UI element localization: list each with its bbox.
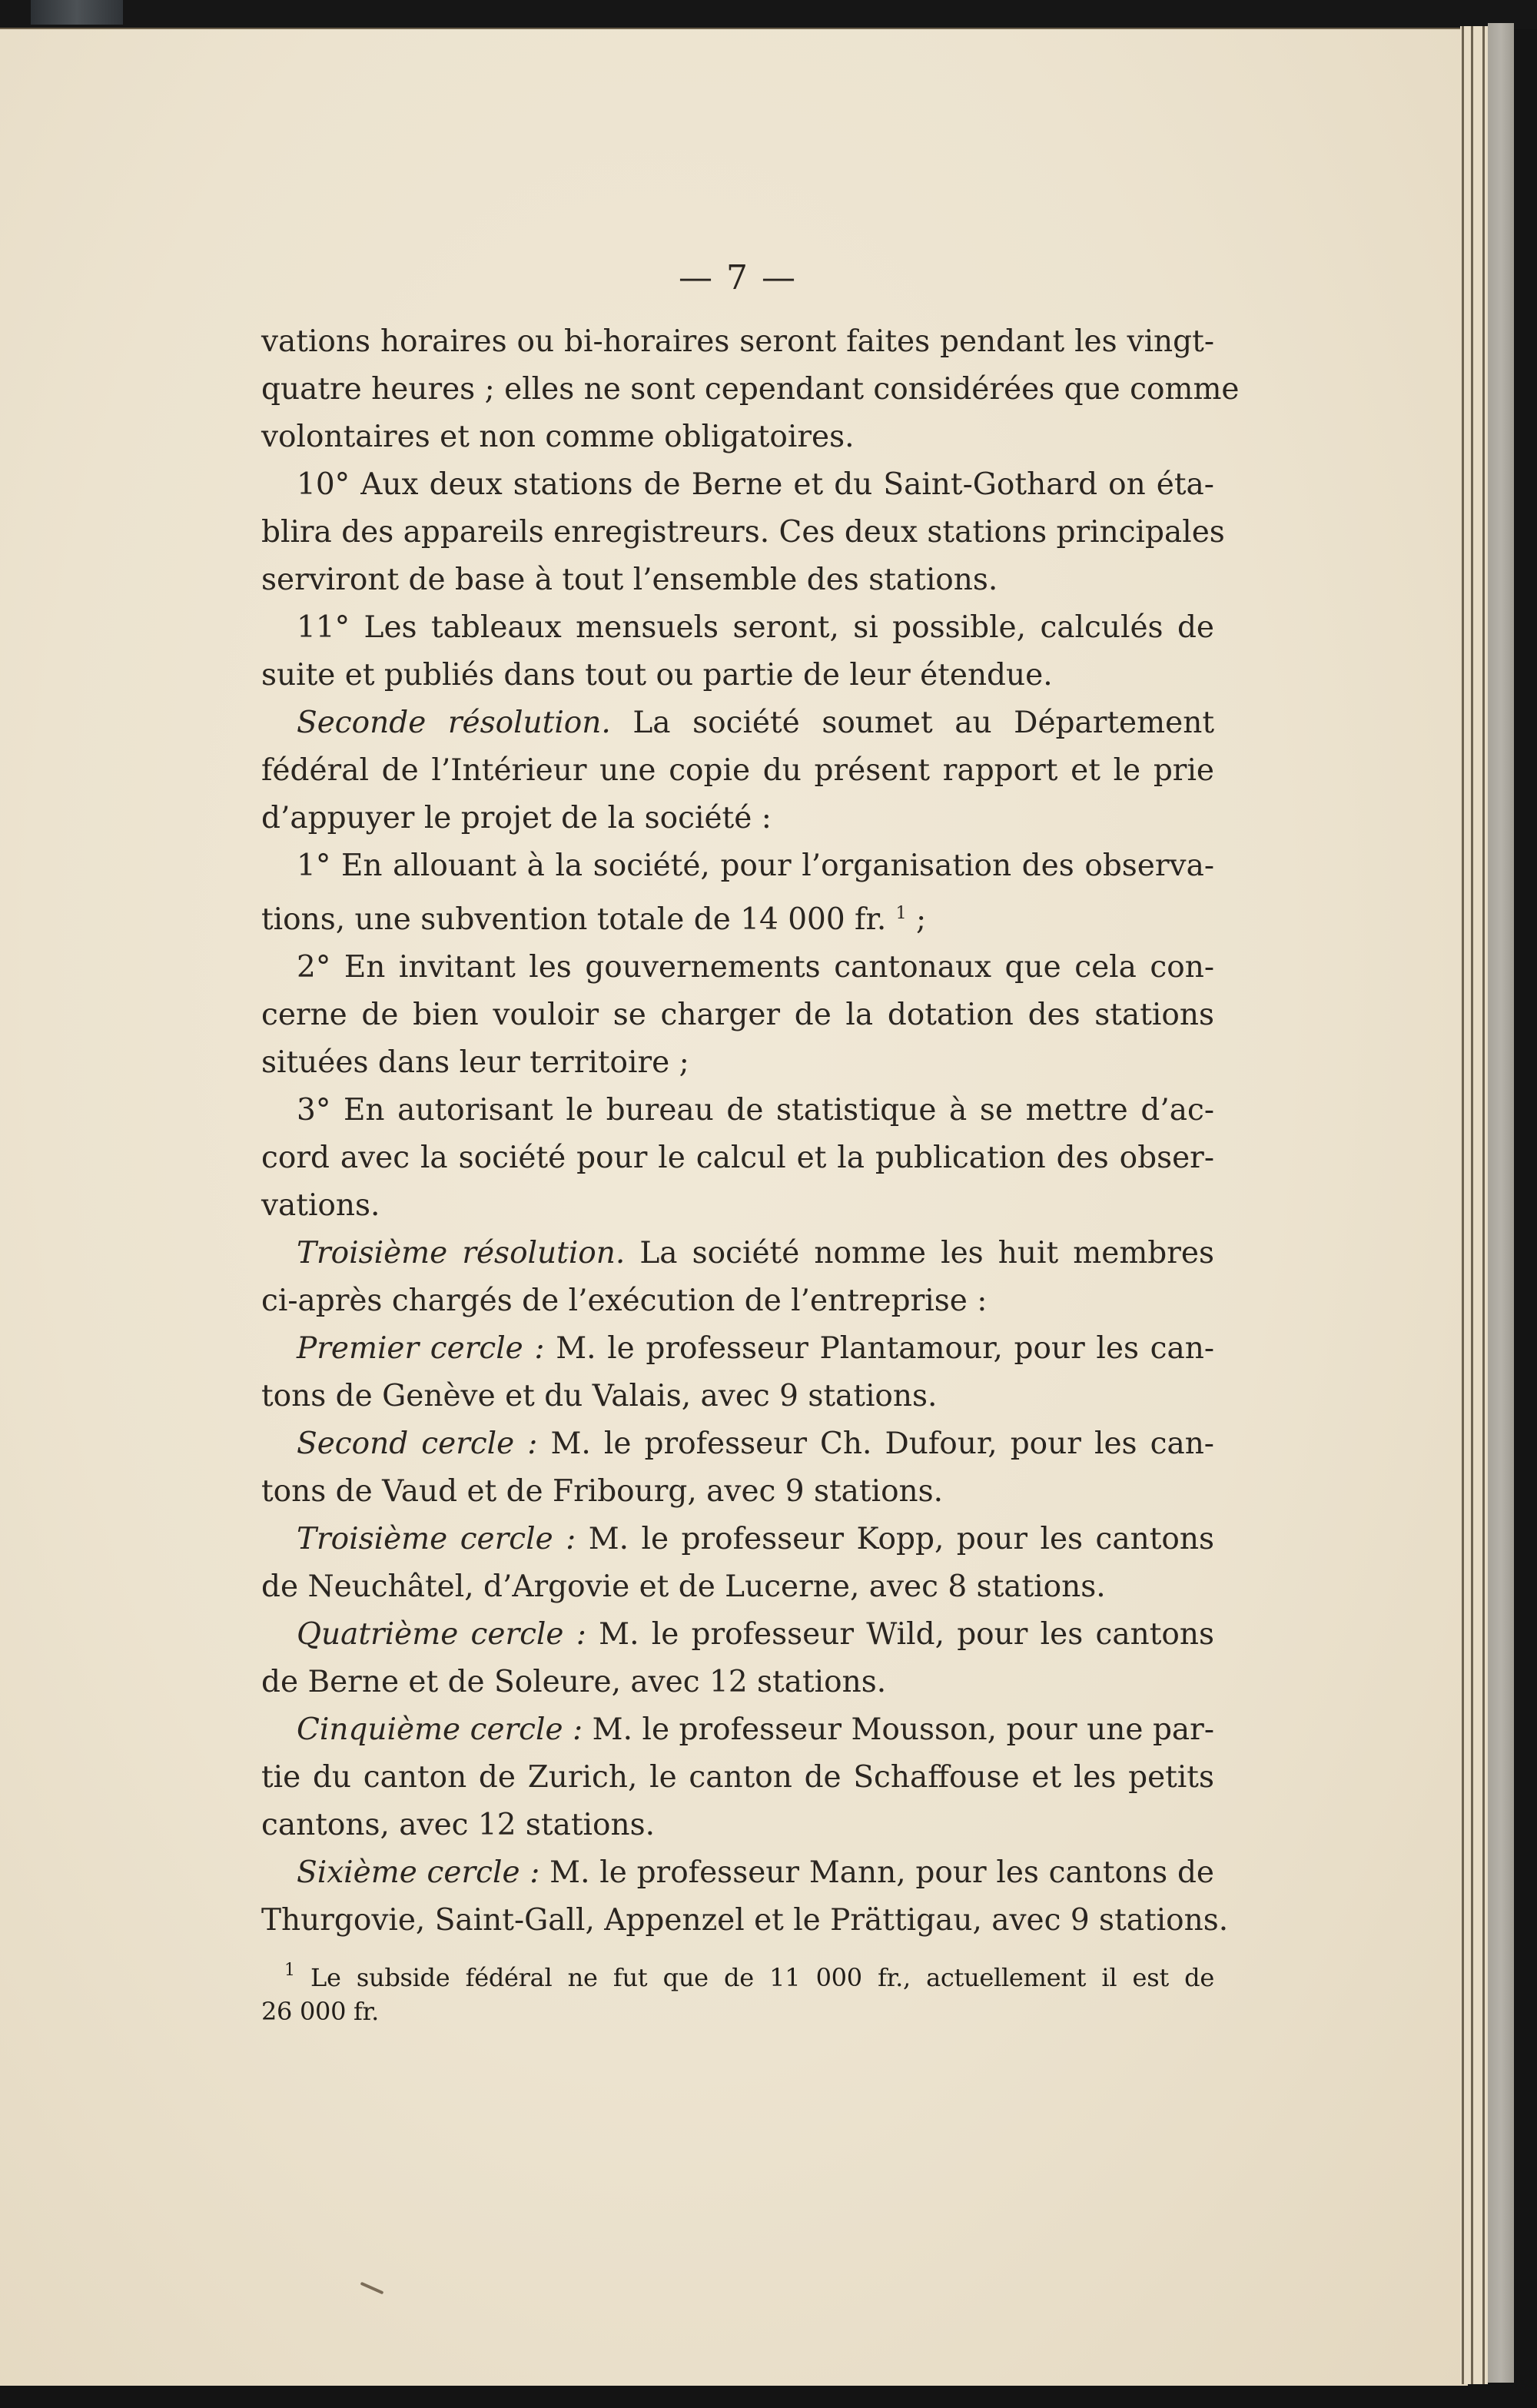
text-line: tons de Vaud et de Fribourg, avec 9 stations.: [261, 1474, 944, 1509]
footnote-marker: 1: [284, 1961, 295, 1980]
text-span: M. le professeur Plantamour, pour les can-: [544, 1331, 1214, 1366]
circle-heading: Troisième cercle :: [297, 1522, 576, 1556]
text-line: tie du canton de Zurich, le canton de Schaffouse et les petits: [261, 1760, 1214, 1795]
text-span: M. le professeur Mousson, pour une par-: [583, 1712, 1214, 1747]
circle-heading: Cinquième cercle :: [297, 1712, 583, 1747]
text-line: [261, 1230, 1214, 1277]
footnote-reference[interactable]: 1: [895, 904, 907, 923]
paragraph-continuation: [261, 318, 1240, 461]
paragraph-item-1: [261, 842, 1214, 944]
text-line: blira des appareils enregistreurs. Ces deux stations principales: [261, 515, 1225, 550]
text-span: Aux deux stations de Berne et du Saint-Gothard on éta-: [350, 467, 1214, 502]
text-span: M. le professeur Wild, pour les cantons: [586, 1617, 1214, 1652]
paragraph-troisieme-resolution: [261, 1230, 1214, 1325]
text-line: [261, 1087, 1214, 1134]
text-line: suite et publiés dans tout ou partie de leur étendue.: [261, 658, 1053, 693]
text-line: [261, 604, 1214, 652]
text-line: [261, 1849, 1214, 1897]
text-line: [261, 890, 1214, 944]
circle-entry-6: [261, 1849, 1229, 1945]
binding-sheen: [31, 0, 123, 25]
text-line: [261, 1611, 1214, 1659]
text-line: volontaires et non comme obligatoires.: [261, 420, 855, 454]
page-stack-edge: [1460, 26, 1488, 2384]
paragraph-item-11: [261, 604, 1214, 699]
circle-entry-5: [261, 1706, 1214, 1849]
circle-entry-1: [261, 1325, 1214, 1420]
text-line: [261, 461, 1214, 509]
text-line: cerne de bien vouloir se charger de la dotation des stations: [261, 998, 1214, 1032]
footnote: [261, 1954, 1214, 2028]
circle-heading: Second cercle :: [297, 1427, 538, 1461]
paragraph-item-3: [261, 1087, 1214, 1230]
text-line: vations.: [261, 1188, 380, 1223]
text-span: La société soumet au Département: [610, 706, 1214, 740]
circle-entry-4: [261, 1611, 1214, 1706]
text-span: ;: [906, 902, 927, 937]
text-line: [261, 944, 1214, 991]
text-line: situées dans leur territoire ;: [261, 1045, 689, 1080]
page-edge-line: [1482, 26, 1485, 2384]
text-line: d’appuyer le projet de la société :: [261, 801, 772, 835]
circle-heading: Quatrième cercle :: [297, 1617, 586, 1652]
text-line: [261, 699, 1214, 747]
text-span: M. le professeur Mann, pour les cantons de: [539, 1855, 1214, 1890]
text-span: La société nomme les huit membres: [625, 1236, 1214, 1270]
page-edge-line: [1462, 26, 1464, 2384]
resolution-heading: Troisième résolution.: [297, 1236, 626, 1270]
text-span: En allouant à la société, pour l’organisation des observa-: [330, 849, 1214, 883]
page-text: [261, 258, 1240, 2028]
footnote-line: 26 000 fr.: [261, 1997, 379, 2026]
paragraph-seconde-resolution: [261, 699, 1214, 842]
text-span: M. le professeur Ch. Dufour, pour les can-: [537, 1427, 1214, 1461]
text-line: [261, 1706, 1214, 1754]
text-line: quatre heures ; elles ne sont cependant considérées que comme: [261, 372, 1240, 407]
text-line: de Berne et de Soleure, avec 12 stations.: [261, 1665, 887, 1699]
circle-heading: Premier cercle :: [297, 1331, 545, 1366]
resolution-heading: Seconde résolution.: [297, 706, 611, 740]
circle-entry-2: [261, 1420, 1214, 1516]
text-line: [261, 1516, 1214, 1563]
text-line: ci-après chargés de l’exécution de l’entreprise :: [261, 1284, 988, 1318]
text-line: de Neuchâtel, d’Argovie et de Lucerne, avec 8 stations.: [261, 1569, 1106, 1604]
text-line: [261, 842, 1214, 890]
page-number: — 7 —: [679, 258, 797, 297]
text-line: [261, 1325, 1214, 1373]
text-line: cord avec la société pour le calcul et la publication des obser-: [261, 1141, 1214, 1175]
text-span: Le subside fédéral ne fut que de 11 000 fr., actuellement il est de: [294, 1963, 1214, 1992]
item-number: 2°: [297, 950, 331, 985]
text-line: tons de Genève et du Valais, avec 9 stations.: [261, 1379, 938, 1413]
text-line: cantons, avec 12 stations.: [261, 1808, 656, 1842]
text-span: M. le professeur Kopp, pour les cantons: [576, 1522, 1214, 1556]
paragraph-item-2: [261, 944, 1214, 1087]
text-span: En invitant les gouvernements cantonaux que cela con-: [330, 950, 1214, 985]
item-number: 3°: [297, 1093, 331, 1128]
footnote-line: [261, 1954, 1214, 1994]
item-number: 11°: [297, 610, 350, 645]
text-span: Les tableaux mensuels seront, si possible, calculés de: [350, 610, 1214, 645]
paragraph-item-10: [261, 461, 1225, 604]
text-span: En autorisant le bureau de statistique à se mettre d’ac-: [330, 1093, 1214, 1128]
item-number: 10°: [297, 467, 350, 502]
text-line: serviront de base à tout l’ensemble des stations.: [261, 563, 998, 597]
text-span: tions, une subvention totale de 14 000 fr.: [261, 902, 896, 937]
book-cover-edge: [1488, 23, 1514, 2383]
item-number: 1°: [297, 849, 331, 883]
circle-entry-3: [261, 1516, 1214, 1611]
page-edge-line: [1471, 26, 1473, 2384]
circle-heading: Sixième cercle :: [297, 1855, 540, 1890]
text-line: [261, 1420, 1214, 1468]
book-binding-top: [0, 0, 1537, 29]
text-line: vations horaires ou bi-horaires seront faites pendant les vingt-: [261, 324, 1214, 359]
text-line: Thurgovie, Saint-Gall, Appenzel et le Prättigau, avec 9 stations.: [261, 1903, 1229, 1938]
text-line: fédéral de l’Intérieur une copie du présent rapport et le prie: [261, 753, 1214, 788]
